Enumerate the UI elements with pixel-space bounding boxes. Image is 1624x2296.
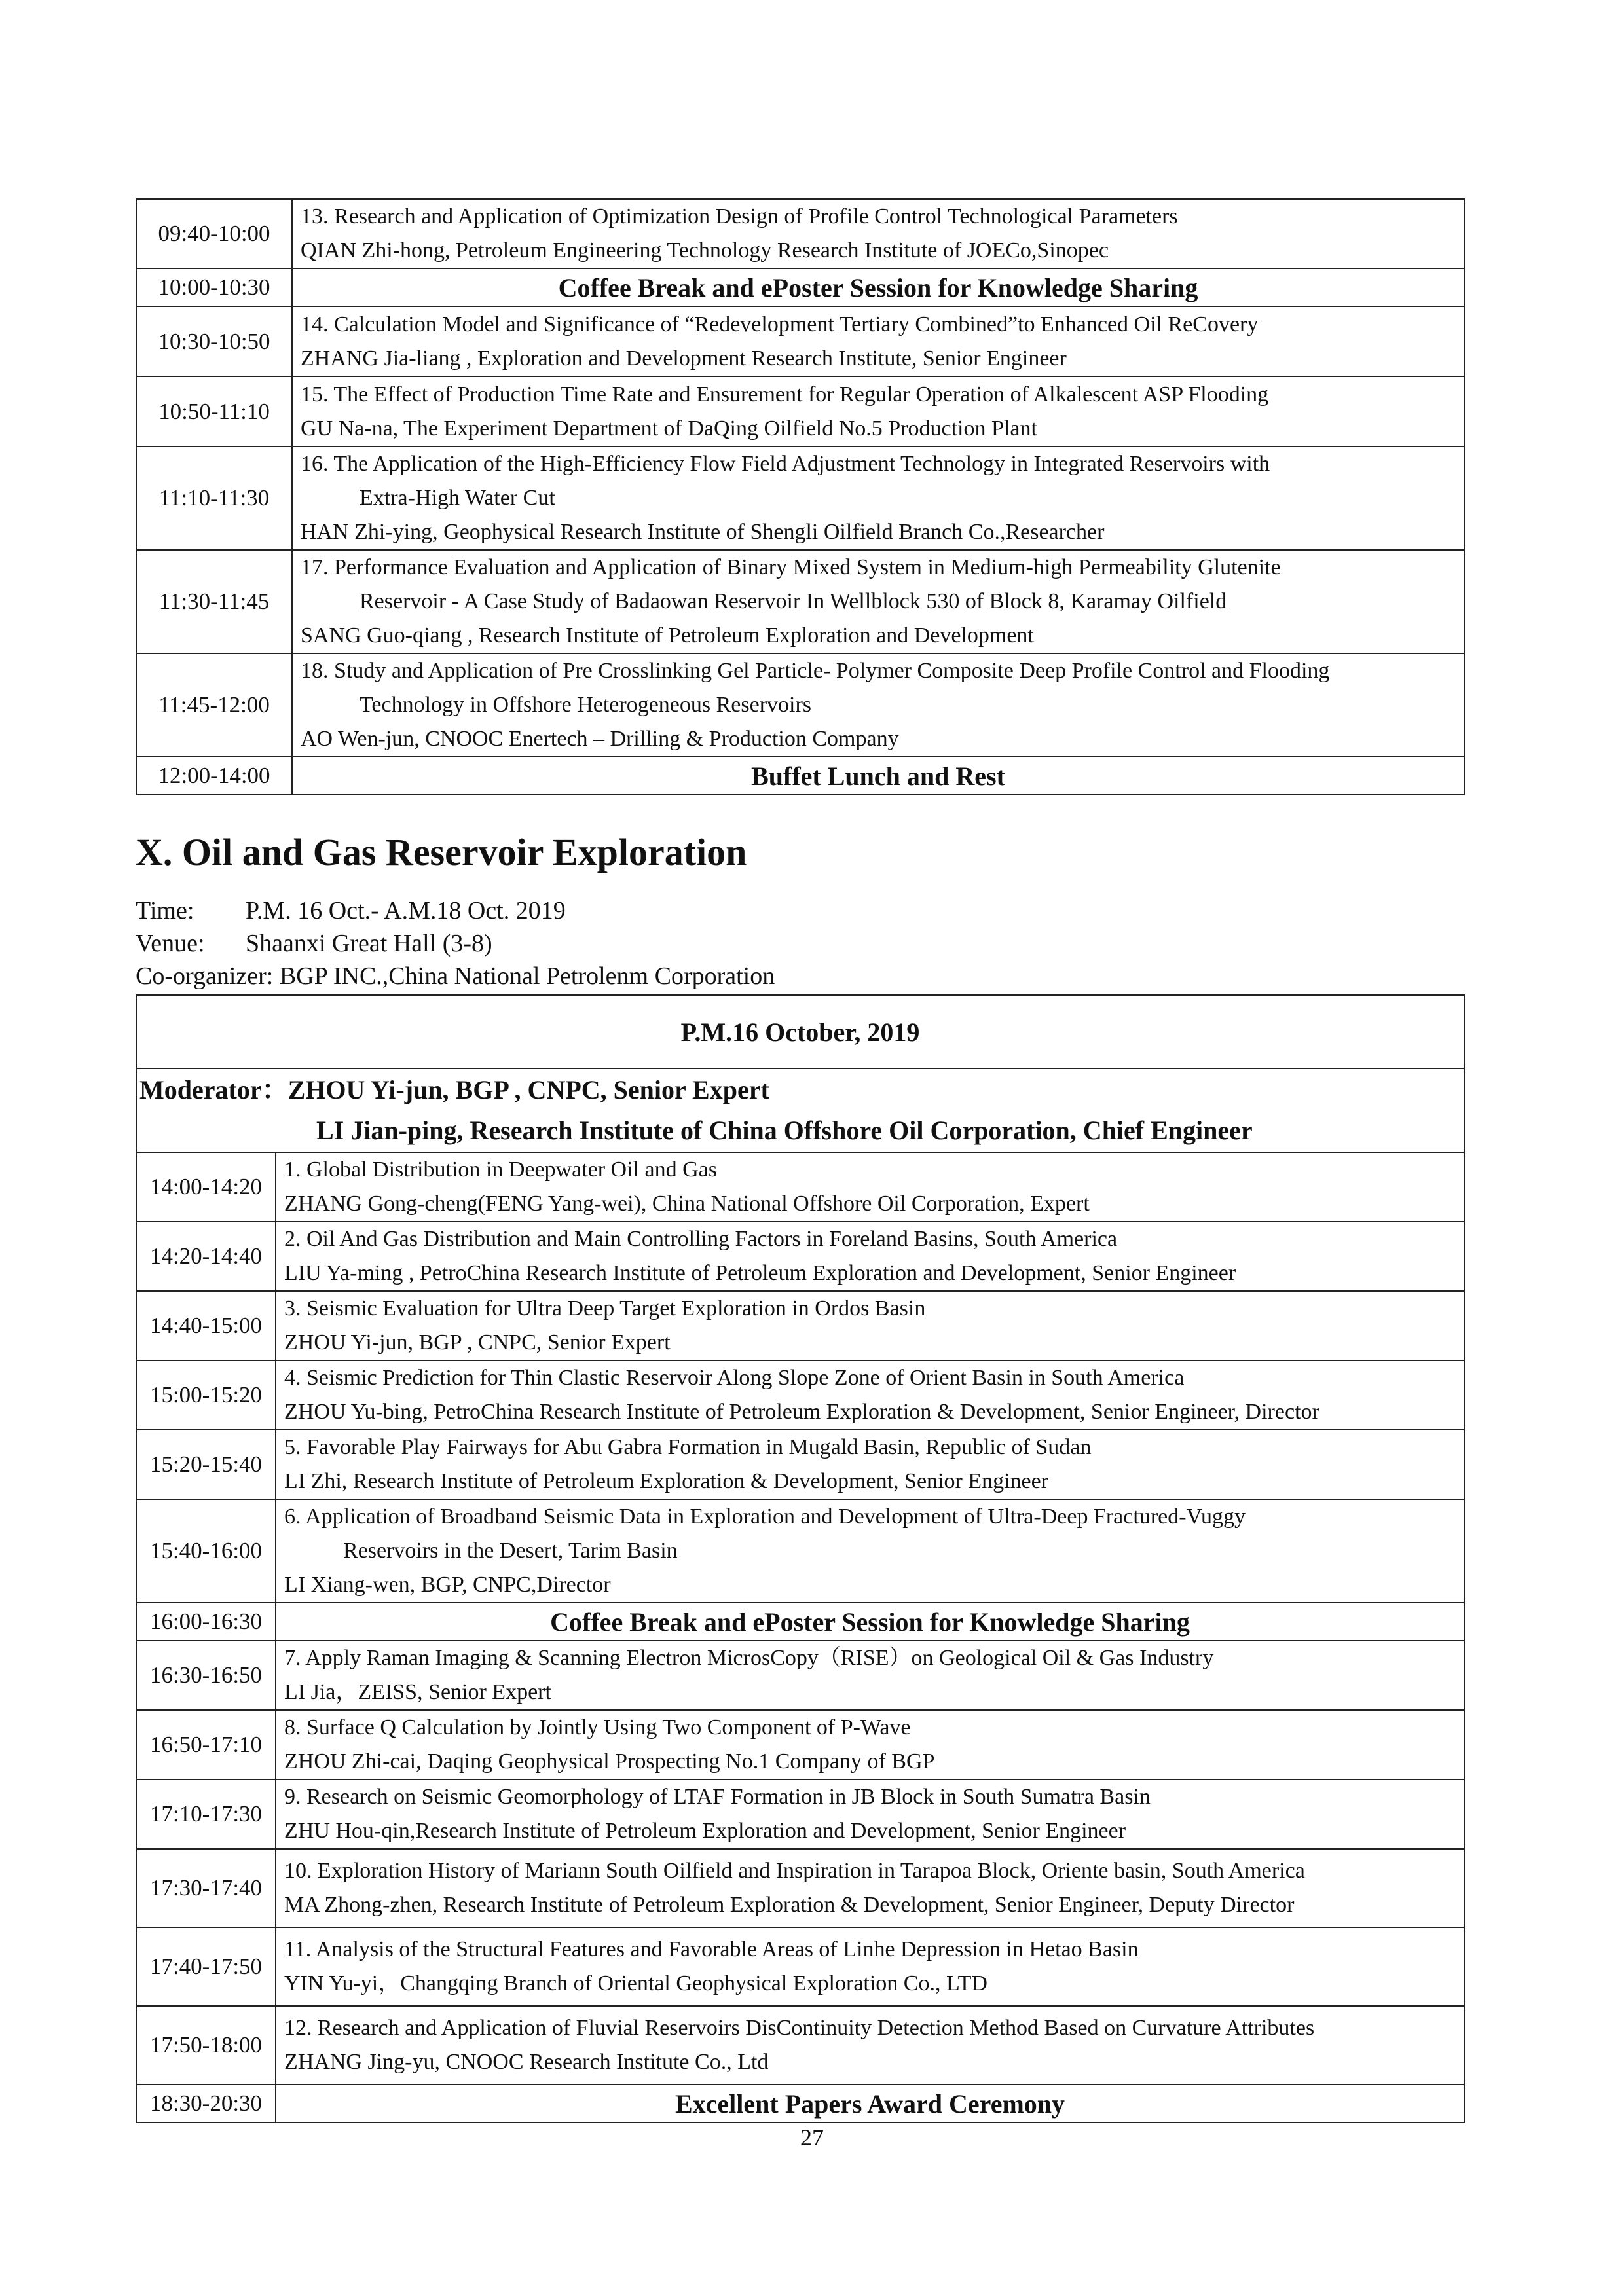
talk-title: 14. Calculation Model and Significance of “Redevelopment Tertiary Combined”to Enhanced Oil ReCovery (301, 312, 1259, 337)
talk-details (292, 653, 1464, 757)
time-slot: 14:20-14:40 (136, 1222, 276, 1291)
break-row (136, 1603, 1464, 1641)
talk-details (276, 1222, 1464, 1291)
talk-details (276, 1430, 1464, 1499)
talk-row (136, 306, 1464, 376)
talk-title: 8. Surface Q Calculation by Jointly Using Two Component of P-Wave (284, 1715, 911, 1740)
time-slot: 17:10-17:30 (136, 1779, 276, 1849)
talk-title: 13. Research and Application of Optimization Design of Profile Control Technological Parameters (301, 204, 1178, 228)
talk-title: 17. Performance Evaluation and Application of Binary Mixed System in Medium-high Permeability Glutenite (301, 555, 1281, 579)
moderator-row (136, 1068, 1464, 1152)
moderator-secondary: LI Jian-ping, Research Institute of China Offshore Oil Corporation, Chief Engineer (316, 1116, 1253, 1145)
talk-details (292, 550, 1464, 653)
talk-row (136, 1291, 1464, 1360)
talk-author: MA Zhong-zhen, Research Institute of Petroleum Exploration & Development, Senior Engineer, Deputy Director (284, 1893, 1295, 1917)
talk-author: LI Zhi, Research Institute of Petroleum Exploration & Development, Senior Engineer (284, 1469, 1049, 1493)
venue-value: Shaanxi Great Hall (3-8) (246, 930, 492, 957)
talk-row (136, 446, 1464, 550)
talk-title: 15. The Effect of Production Time Rate and Ensurement for Regular Operation of Alkalescent ASP Flooding (301, 382, 1269, 407)
session-venue (136, 928, 492, 958)
talk-details (276, 1641, 1464, 1710)
time-slot: 10:00-10:30 (136, 268, 292, 306)
talk-author: ZHOU Yu-bing, PetroChina Research Institute of Petroleum Exploration & Development, Senior Engineer, Director (284, 1400, 1320, 1424)
time-value: P.M. 16 Oct.- A.M.18 Oct. 2019 (246, 897, 566, 924)
talk-row (136, 1222, 1464, 1291)
time-slot: 16:00-16:30 (136, 1603, 276, 1641)
talk-title: 16. The Application of the High-Efficiency Flow Field Adjustment Technology in Integrated Reservoirs with (301, 452, 1270, 476)
talk-details (276, 1152, 1464, 1222)
talk-row (136, 199, 1464, 268)
schedule-table-session-9 (136, 198, 1465, 795)
time-slot: 15:00-15:20 (136, 1360, 276, 1430)
talk-author: LI Jia，ZEISS, Senior Expert (284, 1680, 551, 1704)
talk-row (136, 1779, 1464, 1849)
talk-details (276, 1291, 1464, 1360)
talk-row (136, 1499, 1464, 1603)
talk-details (292, 199, 1464, 268)
talk-details (276, 1779, 1464, 1849)
talk-details (292, 446, 1464, 550)
talk-title: 5. Favorable Play Fairways for Abu Gabra Formation in Mugald Basin, Republic of Sudan (284, 1435, 1092, 1459)
break-row (136, 757, 1464, 795)
venue-label: Venue: (136, 930, 205, 957)
talk-author: ZHANG Jing-yu, CNOOC Research Institute Co., Ltd (284, 2050, 769, 2074)
time-slot: 17:50-18:00 (136, 2006, 276, 2085)
time-slot: 14:00-14:20 (136, 1152, 276, 1222)
talk-details (276, 1710, 1464, 1779)
talk-title: 2. Oil And Gas Distribution and Main Controlling Factors in Foreland Basins, South America (284, 1227, 1118, 1251)
talk-row (136, 376, 1464, 446)
talk-author: ZHOU Zhi-cai, Daqing Geophysical Prospecting No.1 Company of BGP (284, 1749, 935, 1774)
talk-row (136, 2006, 1464, 2085)
talk-row (136, 1710, 1464, 1779)
time-slot: 10:30-10:50 (136, 306, 292, 376)
talk-author: ZHOU Yi-jun, BGP , CNPC, Senior Expert (284, 1330, 671, 1355)
talk-title-continued: Extra-High Water Cut (360, 486, 555, 510)
time-slot: 17:30-17:40 (136, 1849, 276, 1927)
break-row (136, 268, 1464, 306)
talk-title: 3. Seismic Evaluation for Ultra Deep Target Exploration in Ordos Basin (284, 1296, 926, 1321)
talk-details (276, 1927, 1464, 2006)
time-slot: 12:00-14:00 (136, 757, 292, 795)
time-slot: 11:10-11:30 (136, 446, 292, 550)
talk-row (136, 1360, 1464, 1430)
talk-row (136, 550, 1464, 653)
break-label: Buffet Lunch and Rest (292, 757, 1464, 795)
time-slot: 09:40-10:00 (136, 199, 292, 268)
time-label: Time: (136, 897, 194, 924)
talk-details (292, 376, 1464, 446)
date-header: P.M.16 October, 2019 (136, 995, 1464, 1068)
time-slot: 11:30-11:45 (136, 550, 292, 653)
talk-title-continued: Reservoir - A Case Study of Badaowan Reservoir In Wellblock 530 of Block 8, Karamay Oilfield (360, 589, 1227, 613)
break-label: Coffee Break and ePoster Session for Knowledge Sharing (292, 268, 1464, 306)
talk-row (136, 1849, 1464, 1927)
talk-author: GU Na-na, The Experiment Department of DaQing Oilfield No.5 Production Plant (301, 416, 1037, 441)
talk-row (136, 1927, 1464, 2006)
talk-author: AO Wen-jun, CNOOC Enertech – Drilling & Production Company (301, 727, 899, 751)
talk-title-continued: Technology in Offshore Heterogeneous Reservoirs (360, 693, 812, 717)
talk-author: ZHANG Jia-liang , Exploration and Development Research Institute, Senior Engineer (301, 346, 1067, 371)
talk-author: ZHU Hou-qin,Research Institute of Petroleum Exploration and Development, Senior Engineer (284, 1819, 1126, 1843)
talk-author: LIU Ya-ming , PetroChina Research Institute of Petroleum Exploration and Development, Senior Engineer (284, 1261, 1236, 1285)
session-time (136, 896, 566, 926)
session-coorganizer: Co-organizer: BGP INC.,China National Petrolenm Corporation (136, 962, 775, 990)
time-slot: 15:40-16:00 (136, 1499, 276, 1603)
talk-author: ZHANG Gong-cheng(FENG Yang-wei), China National Offshore Oil Corporation, Expert (284, 1192, 1090, 1216)
moderator-primary: Moderator：ZHOU Yi-jun, BGP , CNPC, Senior Expert (139, 1075, 769, 1104)
time-slot: 16:30-16:50 (136, 1641, 276, 1710)
time-slot: 15:20-15:40 (136, 1430, 276, 1499)
talk-title: 12. Research and Application of Fluvial Reservoirs DisContinuity Detection Method Based on Curvature Attributes (284, 2016, 1315, 2040)
page-number: 27 (800, 2124, 824, 2151)
time-slot: 17:40-17:50 (136, 1927, 276, 2006)
talk-title: 7. Apply Raman Imaging & Scanning Electron MicrosCopy（RISE）on Geological Oil & Gas Industry (284, 1646, 1214, 1670)
talk-details (276, 1499, 1464, 1603)
talk-row (136, 1641, 1464, 1710)
time-slot: 14:40-15:00 (136, 1291, 276, 1360)
talk-title: 6. Application of Broadband Seismic Data in Exploration and Development of Ultra-Deep Fractured-Vuggy (284, 1504, 1246, 1529)
talk-title: 9. Research on Seismic Geomorphology of LTAF Formation in JB Block in South Sumatra Basin (284, 1785, 1151, 1809)
break-row (136, 2085, 1464, 2123)
schedule-table-session-10 (136, 994, 1465, 2123)
talk-row (136, 653, 1464, 757)
date-header-row (136, 995, 1464, 1068)
talk-details (276, 2006, 1464, 2085)
talk-row (136, 1152, 1464, 1222)
time-slot: 11:45-12:00 (136, 653, 292, 757)
talk-title: 11. Analysis of the Structural Features and Favorable Areas of Linhe Depression in Hetao Basin (284, 1937, 1139, 1961)
talk-author: QIAN Zhi-hong, Petroleum Engineering Technology Research Institute of JOECo,Sinopec (301, 238, 1109, 263)
talk-details (276, 1360, 1464, 1430)
talk-title: 10. Exploration History of Mariann South Oilfield and Inspiration in Tarapoa Block, Oriente basin, South America (284, 1859, 1305, 1883)
time-slot: 18:30-20:30 (136, 2085, 276, 2123)
talk-details (276, 1849, 1464, 1927)
break-label: Coffee Break and ePoster Session for Knowledge Sharing (276, 1603, 1464, 1641)
break-label: Excellent Papers Award Ceremony (276, 2085, 1464, 2123)
talk-title: 1. Global Distribution in Deepwater Oil and Gas (284, 1157, 717, 1182)
talk-title-continued: Reservoirs in the Desert, Tarim Basin (343, 1539, 678, 1563)
section-title: X. Oil and Gas Reservoir Exploration (136, 831, 747, 873)
talk-author: LI Xiang-wen, BGP, CNPC,Director (284, 1573, 611, 1597)
talk-details (292, 306, 1464, 376)
time-slot: 10:50-11:10 (136, 376, 292, 446)
talk-row (136, 1430, 1464, 1499)
talk-title: 4. Seismic Prediction for Thin Clastic Reservoir Along Slope Zone of Orient Basin in South America (284, 1366, 1185, 1390)
talk-author: HAN Zhi-ying, Geophysical Research Institute of Shengli Oilfield Branch Co.,Researcher (301, 520, 1105, 544)
talk-author: SANG Guo-qiang , Research Institute of Petroleum Exploration and Development (301, 623, 1034, 647)
time-slot: 16:50-17:10 (136, 1710, 276, 1779)
talk-author: YIN Yu-yi，Changqing Branch of Oriental Geophysical Exploration Co., LTD (284, 1971, 987, 1995)
talk-title: 18. Study and Application of Pre Crosslinking Gel Particle- Polymer Composite Deep Profile Control and Flooding (301, 659, 1330, 683)
